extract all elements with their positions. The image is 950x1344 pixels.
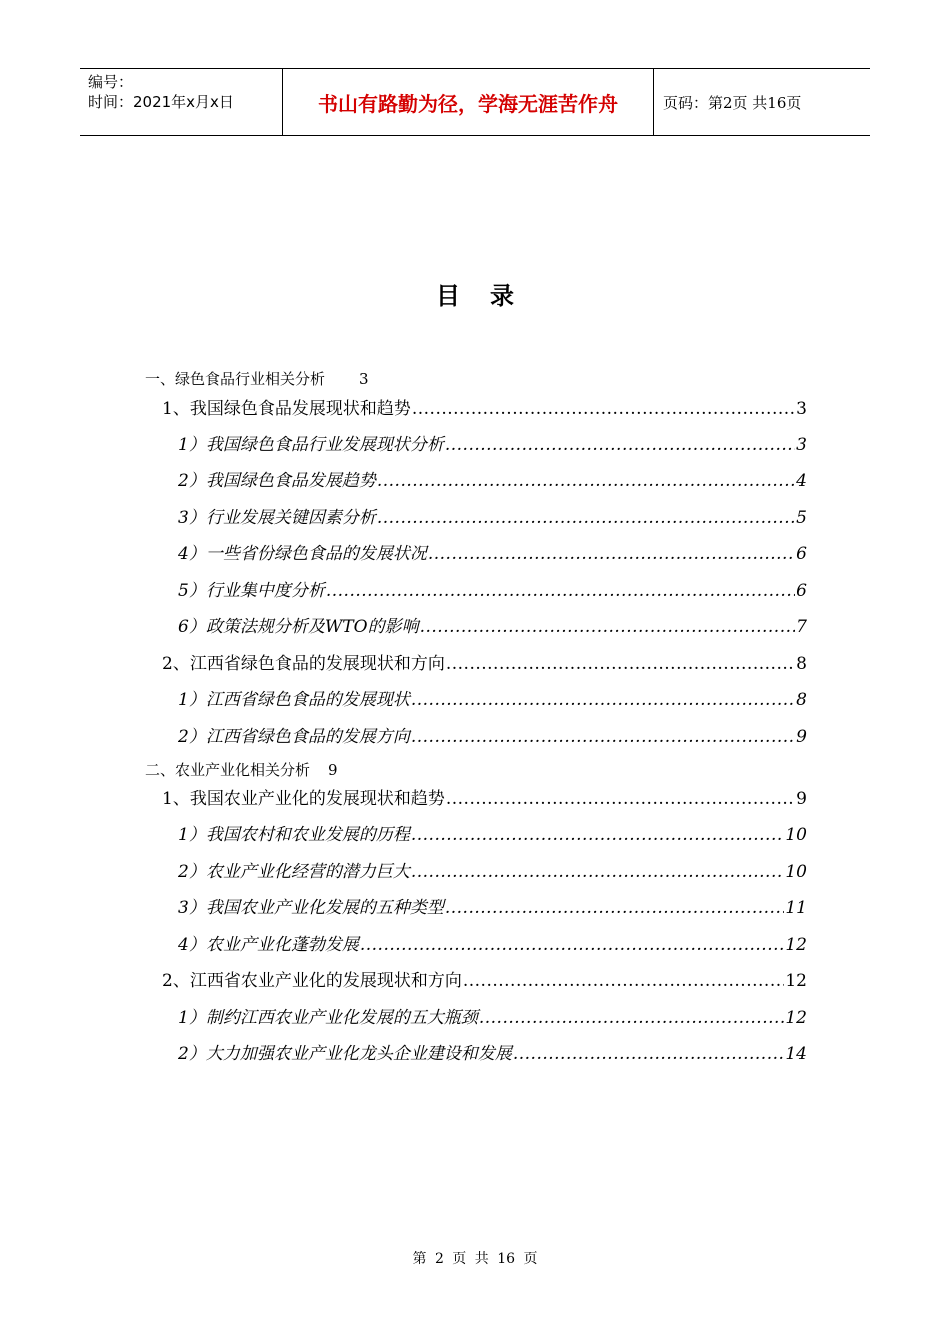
toc-subitem[interactable] <box>178 1003 807 1028</box>
toc-item[interactable] <box>162 394 807 419</box>
toc-page-number: 12 <box>785 971 807 991</box>
document-number-label: 编号： <box>88 73 134 91</box>
toc-subitem-label: 2）大力加强农业产业化龙头企业建设和发展 <box>178 1044 512 1064</box>
toc-leader-dots <box>411 862 785 882</box>
toc-page-number: 3 <box>796 435 807 455</box>
toc-leader-dots <box>463 971 785 991</box>
toc-page-number: 14 <box>785 1044 807 1064</box>
toc-subitem[interactable] <box>178 685 807 710</box>
toc-leader-dots <box>445 435 795 455</box>
toc-leader-dots <box>377 471 795 491</box>
toc-item-label: 2、江西省农业产业化的发展现状和方向 <box>162 971 462 991</box>
toc-subitem-label: 2）江西省绿色食品的发展方向 <box>178 727 410 747</box>
toc-page-number: 10 <box>785 862 807 882</box>
toc-item-label: 2、江西省绿色食品的发展现状和方向 <box>162 654 445 674</box>
toc-subitem-label: 4）一些省份绿色食品的发展状况 <box>178 544 427 564</box>
toc-leader-dots <box>360 935 785 955</box>
toc-page-number: 9 <box>328 761 338 779</box>
toc-leader-dots <box>428 544 795 564</box>
header-motto-cell <box>282 69 654 135</box>
toc-subitem[interactable] <box>178 576 807 601</box>
toc-leader-dots <box>412 399 795 419</box>
toc-item[interactable] <box>162 649 807 674</box>
toc-page-number: 5 <box>796 508 807 528</box>
header-meta <box>80 69 282 135</box>
toc-page-number: 4 <box>796 471 807 491</box>
toc-page-number: 8 <box>796 654 807 674</box>
toc-page-number: 12 <box>785 1008 807 1028</box>
toc-page-number: 10 <box>785 825 807 845</box>
toc-subitem-label: 3）我国农业产业化发展的五种类型 <box>178 898 444 918</box>
toc-subitem-label: 5）行业集中度分析 <box>178 581 325 601</box>
toc-page-number: 9 <box>796 727 807 747</box>
toc-item-label: 1、我国农业产业化的发展现状和趋势 <box>162 789 445 809</box>
toc-page-number: 8 <box>796 690 807 710</box>
toc-page-number: 6 <box>796 544 807 564</box>
toc-subitem-label: 4）农业产业化蓬勃发展 <box>178 935 359 955</box>
page-title: 目录 <box>436 282 544 310</box>
toc-leader-dots <box>326 581 795 601</box>
toc-subitem[interactable] <box>178 857 807 882</box>
toc-page-number: 7 <box>796 617 807 637</box>
document-time-label: 时间：2021年x月x日 <box>88 93 234 111</box>
page-header <box>80 68 870 136</box>
toc-leader-dots <box>411 690 795 710</box>
toc-page-number: 9 <box>796 789 807 809</box>
toc-section-label: 一、绿色食品行业相关分析 <box>145 370 326 388</box>
toc-page-number: 12 <box>785 935 807 955</box>
toc-subitem-label: 1）江西省绿色食品的发展现状 <box>178 690 410 710</box>
toc-subitem[interactable] <box>178 430 807 455</box>
toc-subitem[interactable] <box>178 612 807 637</box>
toc-subitem[interactable] <box>178 930 807 955</box>
toc-item-label: 1、我国绿色食品发展现状和趋势 <box>162 399 411 419</box>
toc-subitem-label: 2）农业产业化经营的潜力巨大 <box>178 862 410 882</box>
toc-leader-dots <box>411 825 785 845</box>
toc-subitem-label: 2）我国绿色食品发展趋势 <box>178 471 376 491</box>
toc-page-number: 3 <box>796 399 807 419</box>
toc-leader-dots <box>420 617 796 637</box>
toc-subitem-label: 1）我国绿色食品行业发展现状分析 <box>178 435 444 455</box>
toc-leader-dots <box>446 789 795 809</box>
header-motto: 书山有路勤为径，学海无涯苦作舟 <box>318 91 618 116</box>
toc-item[interactable] <box>162 784 807 809</box>
toc-item[interactable] <box>162 966 807 991</box>
toc-subitem[interactable] <box>178 893 807 918</box>
toc-subitem[interactable] <box>178 1039 807 1064</box>
toc-subitem-label: 1）制约江西农业产业化发展的五大瓶颈 <box>178 1008 478 1028</box>
toc-subitem-label: 1）我国农村和农业发展的历程 <box>178 825 410 845</box>
toc-subitem-label: 3）行业发展关键因素分析 <box>178 508 376 528</box>
toc-leader-dots <box>479 1008 785 1028</box>
toc-leader-dots <box>377 508 795 528</box>
header-page-info: 页码：第2页 共16页 <box>663 93 802 112</box>
toc-subitem[interactable] <box>178 503 807 528</box>
toc-section[interactable] <box>145 759 338 780</box>
toc-page-number: 11 <box>785 898 807 918</box>
toc-subitem[interactable] <box>178 820 807 845</box>
toc-leader-dots <box>411 727 795 747</box>
toc-leader-dots <box>446 654 795 674</box>
toc-subitem[interactable] <box>178 539 807 564</box>
toc-subitem-label: 6）政策法规分析及WTO的影响 <box>178 617 419 637</box>
toc-section[interactable] <box>145 368 369 389</box>
toc-subitem[interactable] <box>178 722 807 747</box>
toc-subitem[interactable] <box>178 466 807 491</box>
toc-leader-dots <box>513 1044 785 1064</box>
toc-leader-dots <box>445 898 785 918</box>
toc-page-number: 6 <box>796 581 807 601</box>
toc-section-label: 二、农业产业化相关分析 <box>145 761 311 779</box>
toc-page-number: 3 <box>359 370 369 388</box>
page-footer: 第 2 页 共 16 页 <box>412 1251 538 1267</box>
